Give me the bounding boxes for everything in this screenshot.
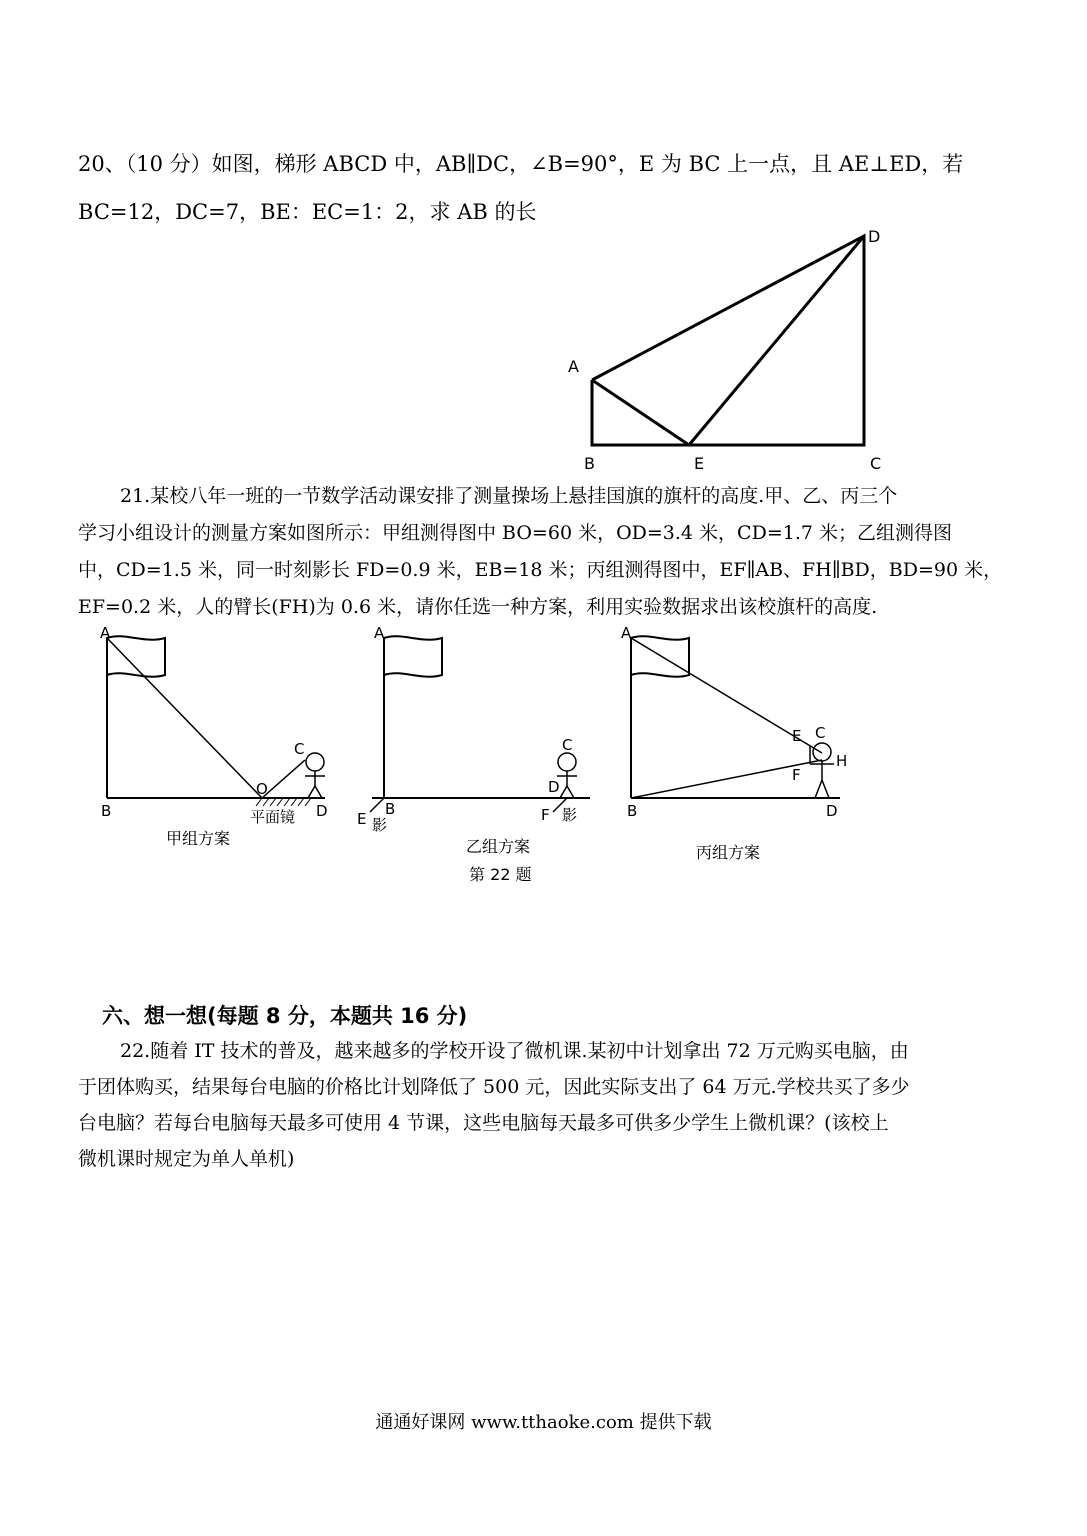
yi-shadow-label-1: 影 [372, 816, 388, 834]
q22-line-2: 于团体购买，结果每台电脑的价格比计划降低了 500 元，因此实际支出了 64 万元.学校共买了多少 [78, 1076, 910, 1098]
yi-label-a: A [374, 624, 385, 642]
shadow-line-e [370, 798, 384, 812]
label-a: A [568, 357, 579, 376]
yi-label-d: D [548, 778, 560, 796]
flag-icon [384, 636, 442, 676]
measurement-figures [0, 620, 1087, 890]
page-footer: 通通好课网 www.tthaoke.com 提供下载 [375, 1412, 712, 1433]
jia-label-d: D [316, 802, 328, 820]
q22-line-1: 22.随着 IT 技术的普及，越来越多的学校开设了微机课.某初中计划拿出 72 万元购买电脑，由 [120, 1040, 909, 1062]
flag-icon [107, 636, 165, 676]
figure-bing [631, 636, 840, 798]
q22-line-4: 微机课时规定为单人单机) [78, 1148, 295, 1170]
trapezoid-figure [560, 220, 900, 480]
q21-line-1: 21.某校八年一班的一节数学活动课安排了测量操场上悬挂国旗的旗杆的高度.甲、乙、丙三个 [120, 485, 898, 507]
figure-jia [107, 636, 325, 806]
q20-line-1: 20、（10 分）如图，梯形 ABCD 中，AB∥DC，∠B=90°，E 为 BC 上一点，且 AE⊥ED，若 [78, 152, 964, 176]
q20-line-2: BC=12，DC=7，BE：EC=1：2，求 AB 的长 [78, 200, 537, 224]
jia-label-c: C [294, 740, 305, 758]
q21-line-4: EF=0.2 米，人的臂长(FH)为 0.6 米，请你任选一种方案，利用实验数据求出该校旗杆的高度. [78, 596, 878, 618]
trapezoid-outline [592, 236, 864, 445]
flag-icon [631, 636, 689, 676]
label-e: E [694, 454, 705, 473]
jia-mirror-label: 平面镜 [250, 808, 296, 826]
bing-label-c: C [815, 724, 826, 742]
q22-line-3: 台电脑？若每台电脑每天最多可使用 4 节课，这些电脑每天最多可供多少学生上微机课？(该校上 [78, 1112, 889, 1134]
q21-line-3: 中，CD=1.5 米，同一时刻影长 FD=0.9 米，EB=18 米；丙组测得图中，EF∥AB、FH∥BD，BD=90 米， [78, 559, 1003, 581]
bing-caption: 丙组方案 [696, 843, 761, 862]
bing-label-a: A [621, 624, 632, 642]
yi-caption: 乙组方案 [466, 837, 531, 856]
bing-label-h: H [836, 752, 848, 770]
bing-label-d: D [826, 802, 838, 820]
segment-ae [592, 380, 689, 445]
jia-label-a: A [100, 624, 111, 642]
label-b: B [584, 454, 595, 473]
yi-label-b: B [385, 800, 396, 818]
mirror-hatch [254, 798, 311, 806]
question-22 [78, 1033, 1018, 1177]
stick-person-icon [557, 753, 577, 798]
jia-caption: 甲组方案 [166, 829, 231, 848]
bing-label-f: F [792, 766, 801, 784]
yi-label-e: E [357, 810, 367, 828]
jia-label-b: B [101, 802, 112, 820]
jia-label-o: O [256, 780, 268, 798]
bing-label-b: B [627, 802, 638, 820]
q21-line-2: 学习小组设计的测量方案如图所示：甲组测得图中 BO=60 米，OD=3.4 米，CD=1.7 米；乙组测得图 [78, 522, 953, 544]
bing-label-e: E [792, 727, 802, 745]
yi-label-c: C [562, 736, 573, 754]
segment-ed [689, 236, 864, 445]
stick-person-icon [813, 743, 831, 798]
label-d: D [868, 227, 881, 246]
problem-number: 第 22 题 [469, 865, 532, 884]
question-21 [78, 478, 1018, 626]
yi-shadow-label-2: 影 [562, 806, 578, 824]
section-6-title: 六、想一想(每题 8 分，本题共 16 分) [102, 1004, 468, 1028]
yi-label-f: F [541, 806, 550, 824]
stick-person-icon [305, 753, 325, 798]
label-c: C [870, 454, 882, 473]
